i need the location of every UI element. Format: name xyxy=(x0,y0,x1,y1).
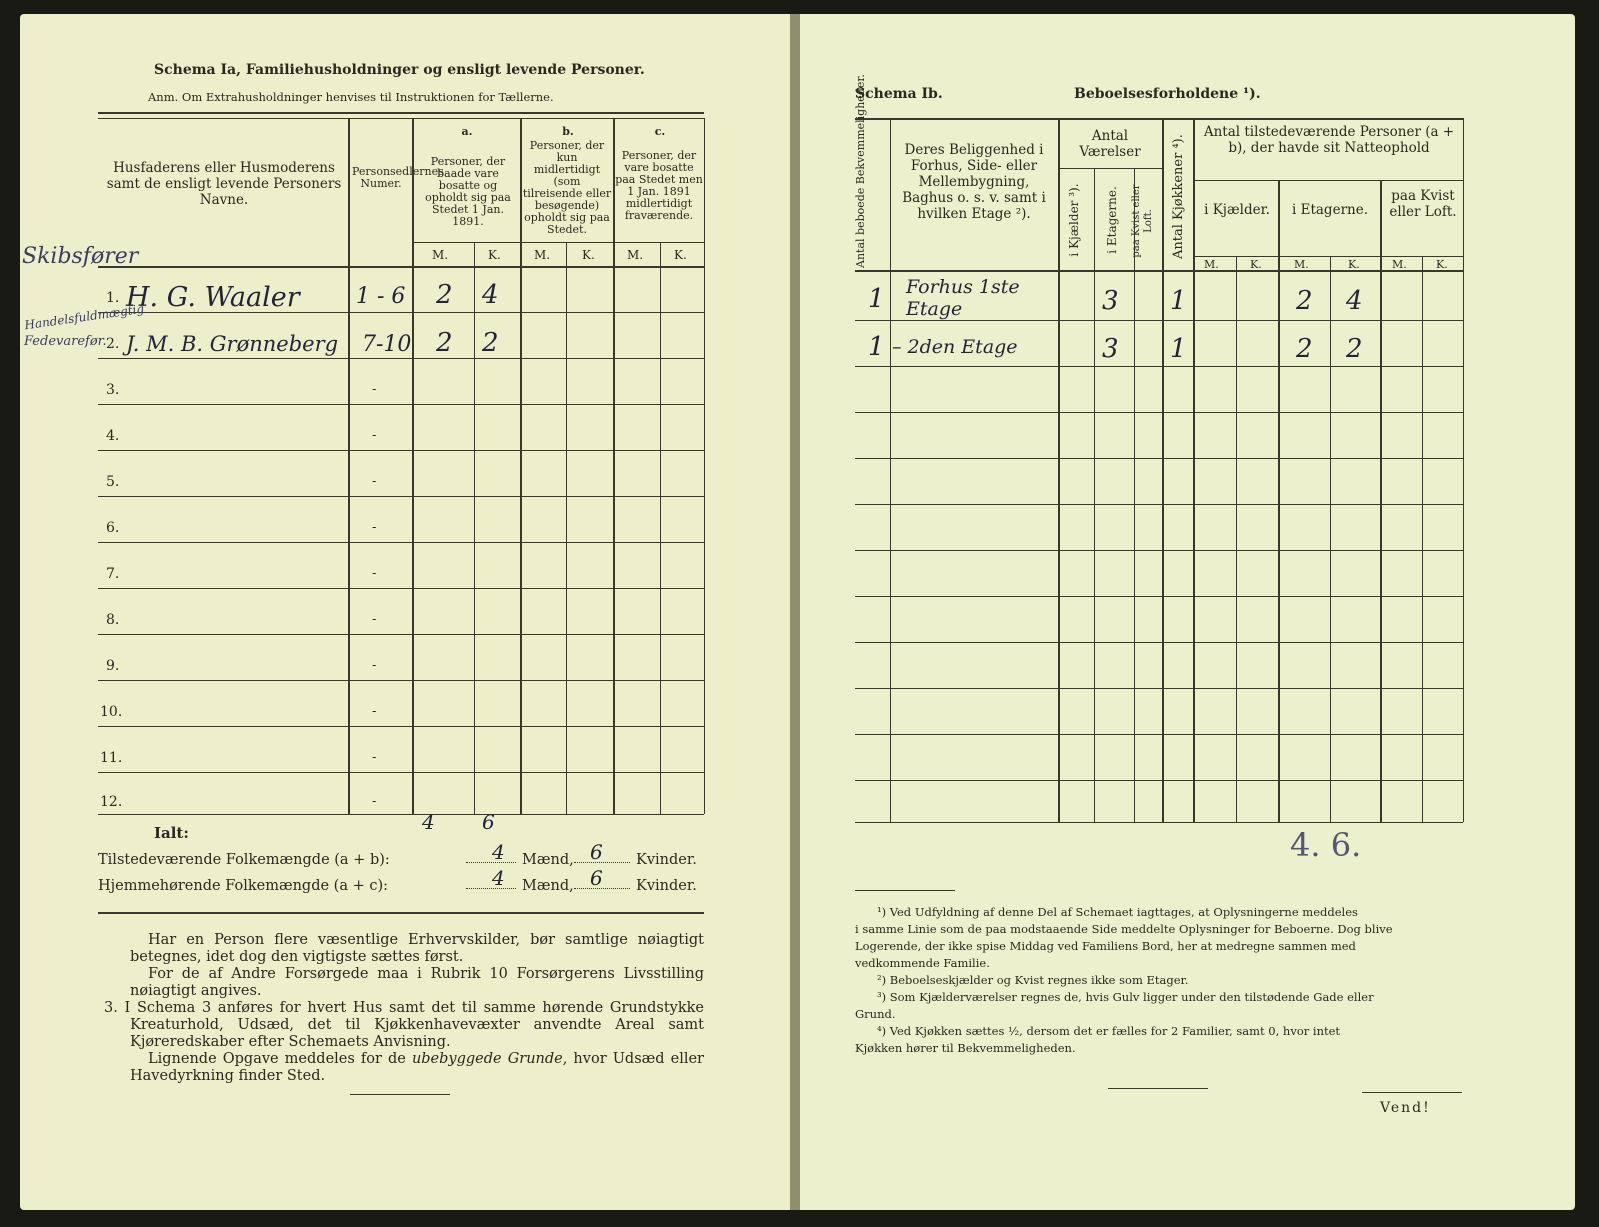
instruction-4: Lignende Opgave meddeles for de ubebyggede Grunde, hvor Udsæd eller Havedyrkning finder Sted. xyxy=(130,1051,704,1084)
numer-dash: - xyxy=(372,566,377,581)
margin-note-occupation: Fedevarefør. xyxy=(24,334,107,349)
row-number: 9. xyxy=(106,658,120,674)
col-p-kjaelder-header: i Kjælder. xyxy=(1204,202,1270,218)
ialt-label: Ialt: xyxy=(154,824,189,842)
kjokken-count: 1 xyxy=(1170,334,1187,364)
numer-dash: - xyxy=(372,658,377,673)
hjem-m: 4 xyxy=(492,866,505,890)
footnote-1: ¹) Ved Udfyldning af denne Del af Schemaet iagttages, at Oplysningerne meddeles xyxy=(877,905,1358,919)
pers-etag-m: 2 xyxy=(1296,334,1313,364)
instruction-2: For de af Andre Forsørgede maa i Rubrik 10 Forsørgerens Livsstilling nøiagtigt angives. xyxy=(130,966,704,999)
row-number: 11. xyxy=(100,750,123,766)
mk-label: M. xyxy=(1392,258,1407,271)
col-etagerne-header: i Etagerne. xyxy=(1105,186,1119,254)
anm-note: Anm. Om Extrahusholdninger henvises til Instruktionen for Tællerne. xyxy=(148,90,554,104)
tilst-label: Tilstedeværende Folkemængde (a + b): xyxy=(98,852,390,868)
col-numer-header: Personsedlernes Numer. xyxy=(352,165,444,190)
footnote-4: ⁴) Ved Kjøkken sættes ½, dersom det er fælles for 2 Familier, samt 0, hvor intet xyxy=(877,1024,1341,1038)
col-a-letter: a. xyxy=(461,125,473,138)
col-a-header: Personer, der baade vare bosatte og opholdt sig paa Stedet 1 Jan. 1891. xyxy=(425,155,511,228)
row-number: 2. xyxy=(106,336,120,352)
person-numbers: 7-10 xyxy=(362,332,412,357)
row-number: 6. xyxy=(106,520,120,536)
col-kvist-header: paa Kvist eller Loft. xyxy=(1131,184,1154,258)
instruction-1: Har en Person flere væsentlige Erhvervskilder, bør samtlige nøiagtigt betegnes, idet dog den vigtigste sættes først. xyxy=(130,932,704,965)
col-c-header: Personer, der vare bosatte paa Stedet men 1 Jan. 1891 midlertidigt fraværende. xyxy=(615,149,703,222)
maend-label: Mænd, xyxy=(522,852,574,868)
schema-1b-title: Schema Ib. xyxy=(855,86,943,102)
numer-dash: - xyxy=(372,428,377,443)
kvinder-label: Kvinder. xyxy=(636,852,697,868)
numer-dash: - xyxy=(372,794,377,809)
pers-etag-k: 2 xyxy=(1346,334,1363,364)
ialt-m: 4 xyxy=(422,810,435,834)
numer-dash: - xyxy=(372,474,377,489)
mk-label: K. xyxy=(1250,258,1262,271)
margin-note-occupation: Skibsfører xyxy=(22,244,139,269)
hjem-label: Hjemmehørende Folkemængde (a + c): xyxy=(98,878,388,894)
footnote-4: Kjøkken hører til Bekvemmeligheden. xyxy=(855,1041,1076,1055)
mk-label: K. xyxy=(674,248,687,262)
col-name-header: Husfaderens eller Husmoderens samt de ensligt levende Personers Navne. xyxy=(106,160,342,208)
bekv-count: 1 xyxy=(868,332,885,362)
schema-1b-subtitle: Beboelsesforholdene ¹). xyxy=(1074,86,1261,102)
left-page xyxy=(20,14,790,1210)
household-name: J. M. B. Grønneberg xyxy=(126,332,339,356)
mk-label: K. xyxy=(488,248,501,262)
kvinder-label: Kvinder. xyxy=(636,878,697,894)
col-beliggenhed-header: Deres Beliggenhed i Forhus, Side- eller Mellembygning, Baghus o. s. v. samt i hvilken Etage ²). xyxy=(902,142,1046,222)
col-vaerelser-header: Antal Værelser xyxy=(1079,128,1141,160)
sum-note: 4. 6. xyxy=(1290,826,1362,864)
row-number: 1. xyxy=(106,290,120,306)
right-page xyxy=(800,14,1575,1210)
col-bekv-header: Antal beboede Bekvemmeligheder. xyxy=(854,74,867,268)
footnotes xyxy=(855,904,1463,1057)
vend-label: Vend! xyxy=(1380,1100,1431,1116)
mk-label: M. xyxy=(1294,258,1309,271)
col-c-letter: c. xyxy=(654,125,666,138)
count-a-m: 2 xyxy=(436,328,453,358)
numer-dash: - xyxy=(372,750,377,765)
kjokken-count: 1 xyxy=(1170,286,1187,316)
mk-label: M. xyxy=(534,248,551,262)
mk-label: M. xyxy=(627,248,644,262)
maend-label: Mænd, xyxy=(522,878,574,894)
col-kjokken-header: Antal Kjøkkener ⁴). xyxy=(1171,134,1186,259)
row-number: 12. xyxy=(100,794,123,810)
mk-label: M. xyxy=(432,248,449,262)
vaer-etagerne: 3 xyxy=(1102,286,1119,316)
footnote-1: vedkommende Familie. xyxy=(855,956,990,970)
row-number: 3. xyxy=(106,382,120,398)
tilst-m: 4 xyxy=(492,840,505,864)
mk-label: M. xyxy=(1204,258,1219,271)
person-numbers: 1 - 6 xyxy=(356,284,406,309)
numer-dash: - xyxy=(372,612,377,627)
tilst-k: 6 xyxy=(590,840,603,864)
mk-label: K. xyxy=(1436,258,1448,271)
book-spine xyxy=(790,14,800,1210)
pers-etag-m: 2 xyxy=(1296,286,1313,316)
bekv-count: 1 xyxy=(868,284,885,314)
col-personer-header: Antal tilstedeværende Personer (a + b), der havde sit Natteophold xyxy=(1203,124,1455,156)
vaer-etagerne: 3 xyxy=(1102,334,1119,364)
mk-label: K. xyxy=(582,248,595,262)
beliggenhed: – 2den Etage xyxy=(892,336,1018,358)
mk-label: K. xyxy=(1348,258,1360,271)
row-number: 10. xyxy=(100,704,123,720)
col-b-header: Personer, der kun midlertidigt (som tilreisende eller besøgende) opholdt sig paa Stedet. xyxy=(522,139,612,236)
row-number: 5. xyxy=(106,474,120,490)
beliggenhed: Forhus 1ste Etage xyxy=(906,276,1020,320)
col-b-letter: b. xyxy=(562,125,574,138)
hjem-k: 6 xyxy=(590,866,603,890)
footnote-3: ³) Som Kjælderværelser regnes de, hvis Gulv ligger under den tilstødende Gade eller xyxy=(877,990,1374,1004)
row-number: 4. xyxy=(106,428,120,444)
numer-dash: - xyxy=(372,520,377,535)
footnote-1: Logerende, der ikke spise Middag ved Familiens Bord, her at medregne sammen med xyxy=(855,939,1356,953)
household-name: H. G. Waaler xyxy=(126,282,300,313)
numer-dash: - xyxy=(372,704,377,719)
ialt-k: 6 xyxy=(482,810,495,834)
col-kjaelder-header: i Kjælder ³). xyxy=(1067,183,1081,257)
footnote-3: Grund. xyxy=(855,1007,896,1021)
count-a-k: 2 xyxy=(482,328,499,358)
schema-1a-title: Schema Ia, Familiehusholdninger og ensligt levende Personer. xyxy=(154,62,645,78)
count-a-m: 2 xyxy=(436,280,453,310)
row-number: 8. xyxy=(106,612,120,628)
footnote-1: i samme Linie som de paa modstaaende Side meddelte Oplysninger for Beboerne. Dog blive xyxy=(855,922,1393,936)
numer-dash: - xyxy=(372,382,377,397)
margin-note-occupation: Handelsfuldmægtig xyxy=(23,301,145,333)
count-a-k: 4 xyxy=(482,280,499,310)
pers-etag-k: 4 xyxy=(1346,286,1363,316)
col-p-etagerne-header: i Etagerne. xyxy=(1292,202,1368,218)
col-p-kvist-header: paa Kvist eller Loft. xyxy=(1389,188,1457,220)
instruction-3: 3. I Schema 3 anføres for hvert Hus samt det til samme hørende Grundstykke Kreaturhold, Udsæd, det til Kjøkkenhavevæxter anvendte Areal samt Kjøreredskaber efter Schemaets Anvisning. xyxy=(104,1000,704,1050)
row-number: 7. xyxy=(106,566,120,582)
footnote-2: ²) Beboelseskjælder og Kvist regnes ikke som Etager. xyxy=(877,973,1189,987)
